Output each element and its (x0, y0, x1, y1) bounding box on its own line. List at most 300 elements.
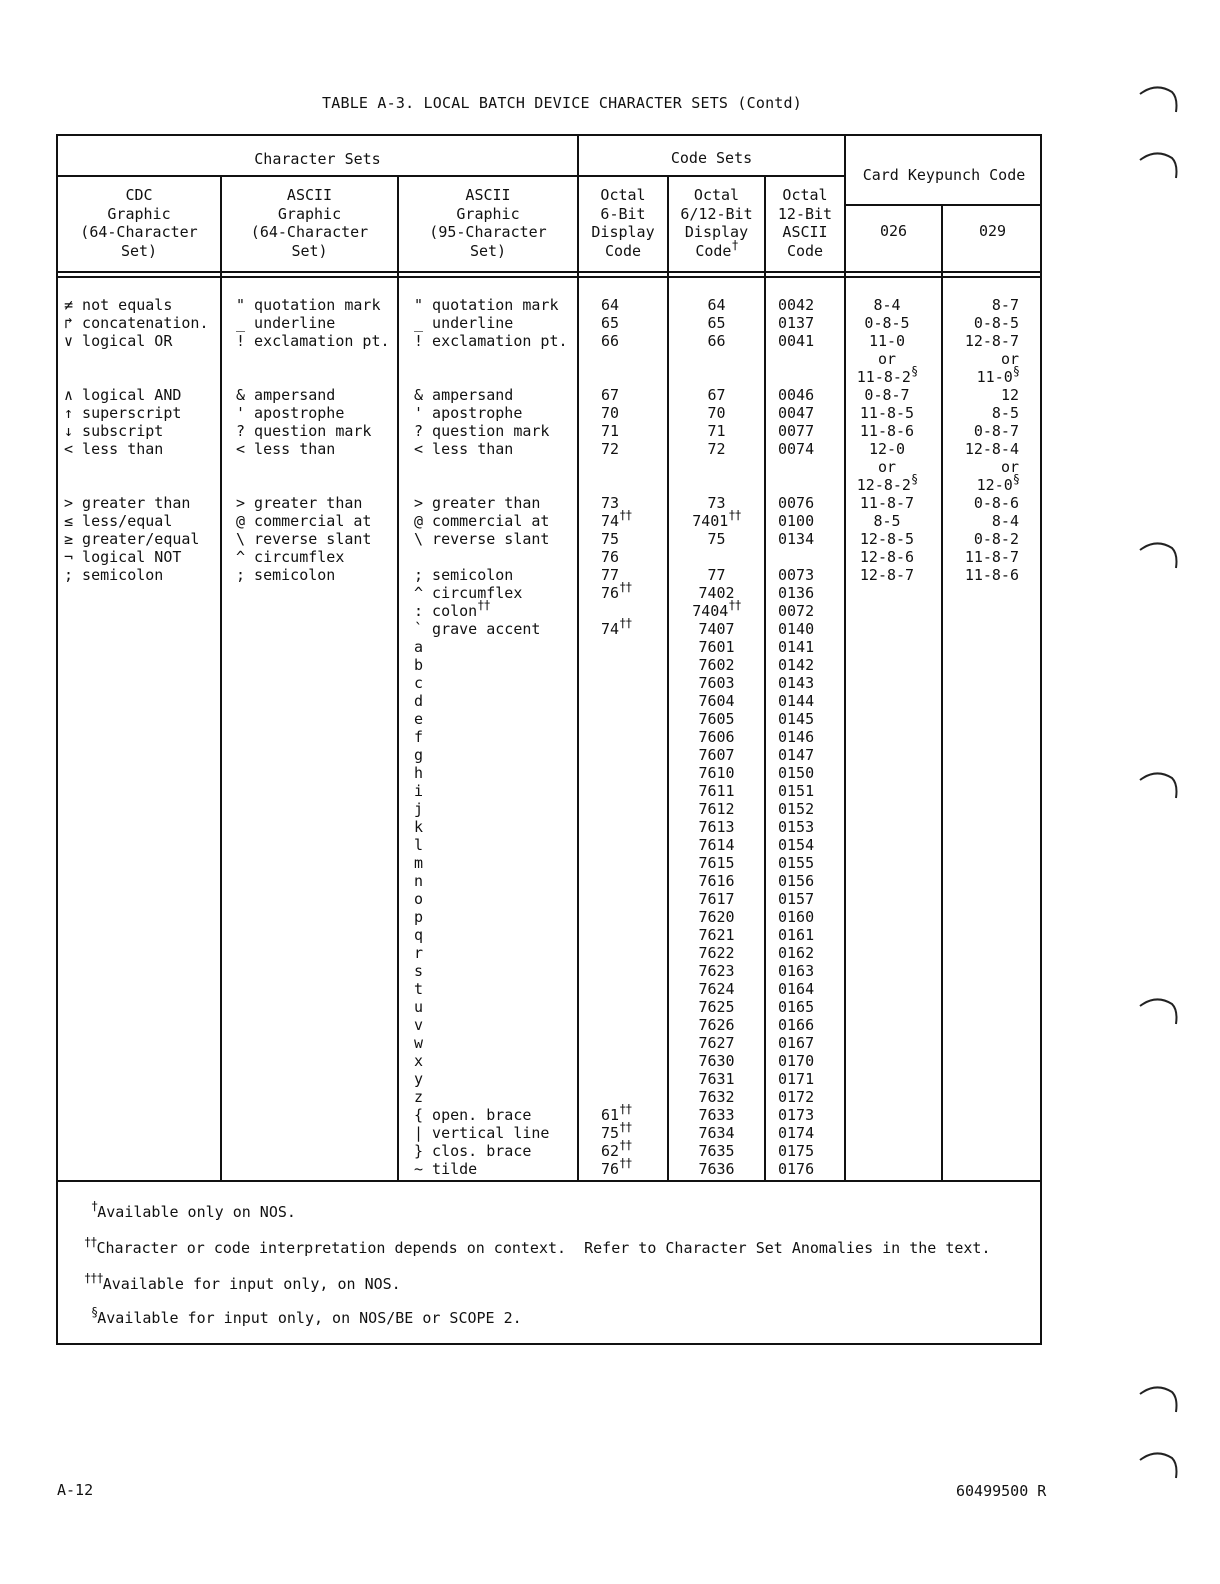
octal-6bit-cell (601, 764, 667, 782)
octal-612bit-cell: 7611 (698, 782, 735, 800)
cdc-graphic-cell (64, 368, 220, 386)
octal-12bit-cell: 0137 (778, 314, 815, 332)
octal-612bit-cell: 67 (707, 386, 726, 404)
octal-12bit-cell: 0171 (778, 1070, 815, 1088)
cdc-graphic-cell: ≠ not equals (64, 296, 173, 314)
keypunch-029-cell: 8-5 (991, 404, 1019, 422)
octal-12bit-cell: 0166 (778, 1016, 815, 1034)
ascii95-graphic-cell (414, 368, 576, 386)
octal-6bit-cell: 76 (601, 548, 620, 566)
octal-612bit-cell (669, 458, 764, 476)
octal-6bit-cell (601, 602, 667, 620)
octal-12bit-cell: 0174 (778, 1124, 815, 1142)
ascii95-graphic-cell: h (414, 764, 424, 782)
octal-6bit-cell: 75 (601, 530, 620, 548)
octal-12bit-cell: 0141 (778, 638, 815, 656)
binder-hole-mark (1136, 80, 1184, 122)
octal-12bit-cell: 0155 (778, 854, 815, 872)
ascii64-graphic-cell: > greater than (236, 494, 363, 512)
footnote-mark: †† (619, 1156, 632, 1170)
ascii64-graphic-cell (236, 458, 396, 476)
octal-12bit-cell: 0073 (778, 566, 815, 584)
octal-6bit-cell (601, 944, 667, 962)
ascii64-graphic-cell: @ commercial at (236, 512, 372, 530)
ascii95-graphic-cell: ; semicolon (414, 566, 514, 584)
header-card-keypunch: Card Keypunch Code (862, 166, 1026, 184)
keypunch-029-cell: 12 (1000, 386, 1019, 404)
footnote-mark: § (1012, 364, 1019, 378)
ascii95-graphic-cell: o (414, 890, 424, 908)
octal-6bit-cell (601, 980, 667, 998)
octal-6bit-cell: 65 (601, 314, 620, 332)
keypunch-029-cell: or (1000, 350, 1019, 368)
keypunch-029-cell: 12-8-4 (964, 440, 1019, 458)
ascii64-graphic-cell: ! exclamation pt. (236, 332, 390, 350)
octal-6bit-cell (601, 854, 667, 872)
binder-hole-mark (1136, 766, 1184, 808)
octal-12bit-cell: 0172 (778, 1088, 815, 1106)
keypunch-026-cell: 12-8-5 (859, 530, 915, 548)
octal-12bit-cell (778, 458, 844, 476)
octal-12bit-cell: 0147 (778, 746, 815, 764)
octal-12bit-cell: 0145 (778, 710, 815, 728)
ascii64-graphic-cell (236, 476, 396, 494)
octal-6bit-cell (601, 728, 667, 746)
keypunch-029-cell: 0-8-5 (973, 314, 1019, 332)
octal-12bit-cell: 0163 (778, 962, 815, 980)
octal-12bit-cell: 0140 (778, 620, 815, 638)
octal-6bit-cell: 74†† (601, 508, 632, 530)
footnote-4: §Available for input only, on NOS/BE or SCOPE 2. (91, 1305, 522, 1327)
ascii95-graphic-cell: p (414, 908, 424, 926)
octal-612bit-cell: 7604 (698, 692, 735, 710)
octal-612bit-cell: 7603 (698, 674, 735, 692)
ascii95-graphic-cell: @ commercial at (414, 512, 550, 530)
octal-6bit-cell (601, 998, 667, 1016)
keypunch-026-cell: 11-8-2§ (856, 364, 918, 386)
octal-12bit-cell (778, 368, 844, 386)
octal-12bit-cell: 0160 (778, 908, 815, 926)
ascii95-graphic-cell: i (414, 782, 424, 800)
octal-12bit-cell: 0156 (778, 872, 815, 890)
octal-12bit-cell: 0074 (778, 440, 815, 458)
ascii95-graphic-cell: ' apostrophe (414, 404, 523, 422)
octal-12bit-cell: 0157 (778, 890, 815, 908)
octal-6bit-cell: 62†† (601, 1138, 632, 1160)
octal-6bit-cell: 64 (601, 296, 620, 314)
ascii95-graphic-cell: { open. brace (414, 1106, 532, 1124)
octal-12bit-cell (778, 476, 844, 494)
col-divider-1 (220, 175, 222, 1180)
octal-612bit-cell: 7632 (698, 1088, 735, 1106)
octal-12bit-cell: 0167 (778, 1034, 815, 1052)
cdc-graphic-cell: > greater than (64, 494, 191, 512)
octal-612bit-cell: 7623 (698, 962, 735, 980)
octal-6bit-cell (601, 908, 667, 926)
ascii95-graphic-cell: & ampersand (414, 386, 514, 404)
ascii95-graphic-cell: l (414, 836, 424, 854)
octal-612bit-cell: 7607 (698, 746, 735, 764)
octal-612bit-cell: 72 (707, 440, 726, 458)
octal-6bit-cell (601, 872, 667, 890)
octal-6bit-cell (601, 1088, 667, 1106)
cdc-graphic-cell: ≤ less/equal (64, 512, 173, 530)
header-029: 029 (978, 222, 1007, 240)
header-octal-612bit: Octal 6/12-Bit Display Code† (680, 186, 753, 260)
ascii95-graphic-cell: t (414, 980, 424, 998)
octal-6bit-cell: 66 (601, 332, 620, 350)
octal-12bit-cell (778, 350, 844, 368)
octal-6bit-cell (601, 818, 667, 836)
ascii95-graphic-cell: n (414, 872, 424, 890)
ascii95-graphic-cell: x (414, 1052, 424, 1070)
keypunch-029-cell: 8-4 (991, 512, 1019, 530)
header-cdc-graphic: CDC Graphic (64-Character Set) (80, 186, 198, 260)
octal-6bit-cell: 67 (601, 386, 620, 404)
ascii64-graphic-cell: ? question mark (236, 422, 372, 440)
ascii95-graphic-cell: ` grave accent (414, 620, 541, 638)
footnote-mark: †† (728, 598, 741, 612)
binder-hole-mark (1136, 1380, 1184, 1422)
keypunch-026-cell: 11-0 (868, 332, 906, 350)
octal-12bit-cell: 0175 (778, 1142, 815, 1160)
ascii64-graphic-cell: _ underline (236, 314, 336, 332)
keypunch-026-cell: 11-8-7 (859, 494, 915, 512)
keypunch-026-cell: 12-0 (868, 440, 906, 458)
footnote-mark: †† (619, 508, 632, 522)
keypunch-029-cell: or (1000, 458, 1019, 476)
ascii95-graphic-cell: v (414, 1016, 424, 1034)
keypunch-026-cell: 12-8-2§ (856, 472, 918, 494)
ascii64-graphic-cell: ' apostrophe (236, 404, 345, 422)
octal-612bit-cell: 7617 (698, 890, 735, 908)
octal-12bit-cell: 0162 (778, 944, 815, 962)
octal-12bit-cell: 0152 (778, 800, 815, 818)
ascii95-graphic-cell: u (414, 998, 424, 1016)
ascii95-graphic-cell: e (414, 710, 424, 728)
octal-12bit-cell: 0042 (778, 296, 815, 314)
cdc-graphic-cell: ∧ logical AND (64, 386, 182, 404)
cdc-graphic-cell: ¬ logical NOT (64, 548, 182, 566)
octal-612bit-cell: 7630 (698, 1052, 735, 1070)
keypunch-029-cell: 11-8-6 (964, 566, 1019, 584)
ascii95-graphic-cell: b (414, 656, 424, 674)
keypunch-026-cell: 12-8-7 (859, 566, 915, 584)
octal-6bit-cell (601, 1070, 667, 1088)
column-keypunch-029 (943, 296, 1019, 584)
ascii95-graphic-cell (414, 548, 576, 566)
octal-612bit-cell: 7613 (698, 818, 735, 836)
octal-6bit-cell: 72 (601, 440, 620, 458)
octal-6bit-cell (601, 836, 667, 854)
octal-12bit-cell: 0150 (778, 764, 815, 782)
ascii95-graphic-cell: > greater than (414, 494, 541, 512)
keypunch-029-cell: 0-8-6 (973, 494, 1019, 512)
binder-hole-mark (1136, 1446, 1184, 1488)
octal-612bit-cell: 7631 (698, 1070, 735, 1088)
keypunch-029-cell: 0-8-2 (973, 530, 1019, 548)
octal-6bit-cell: 74†† (601, 616, 632, 638)
keypunch-026-cell: 8-5 (873, 512, 901, 530)
ascii95-graphic-cell: a (414, 638, 424, 656)
header-026: 026 (879, 222, 908, 240)
keypunch-026-cell: 8-4 (873, 296, 901, 314)
octal-6bit-cell: 73 (601, 494, 620, 512)
octal-12bit-cell: 0176 (778, 1160, 815, 1178)
keypunch-026-cell: or (877, 350, 897, 368)
octal-12bit-cell: 0146 (778, 728, 815, 746)
keypunch-029-cell: 0-8-7 (973, 422, 1019, 440)
octal-612bit-cell: 7625 (698, 998, 735, 1016)
octal-612bit-cell: 7610 (698, 764, 735, 782)
ascii95-graphic-cell: c (414, 674, 424, 692)
keypunch-026-cell: 0-8-7 (864, 386, 910, 404)
ascii95-graphic-cell: s (414, 962, 424, 980)
octal-12bit-cell: 0164 (778, 980, 815, 998)
octal-612bit-cell: 7616 (698, 872, 735, 890)
ascii95-graphic-cell: k (414, 818, 424, 836)
ascii95-graphic-cell: m (414, 854, 424, 872)
binder-hole-mark (1136, 146, 1184, 188)
octal-12bit-cell: 0076 (778, 494, 815, 512)
header-character-sets: Character Sets (254, 150, 381, 168)
octal-6bit-cell (601, 368, 667, 386)
octal-612bit-cell: 73 (707, 494, 726, 512)
octal-6bit-cell (601, 710, 667, 728)
octal-612bit-cell: 7622 (698, 944, 735, 962)
ascii95-graphic-cell (414, 458, 576, 476)
ascii95-graphic-cell: | vertical line (414, 1124, 550, 1142)
octal-6bit-cell: 70 (601, 404, 620, 422)
ascii64-graphic-cell: & ampersand (236, 386, 336, 404)
octal-12bit-cell (778, 548, 844, 566)
octal-612bit-cell: 75 (707, 530, 726, 548)
octal-612bit-cell: 7407 (698, 620, 735, 638)
keypunch-026-cell: or (877, 458, 897, 476)
octal-6bit-cell (601, 962, 667, 980)
cdc-graphic-cell: ↱ concatenation. (64, 314, 209, 332)
octal-12bit-cell: 0165 (778, 998, 815, 1016)
octal-12bit-cell: 0151 (778, 782, 815, 800)
keypunch-029-cell: 8-7 (991, 296, 1019, 314)
ascii95-graphic-cell: < less than (414, 440, 514, 458)
cdc-graphic-cell: ≥ greater/equal (64, 530, 200, 548)
ascii95-graphic-cell: ! exclamation pt. (414, 332, 568, 350)
octal-612bit-cell: 7621 (698, 926, 735, 944)
keypunch-026-cell: 11-8-5 (859, 404, 915, 422)
column-keypunch-026 (846, 296, 928, 584)
ascii95-graphic-cell: r (414, 944, 424, 962)
ascii95-graphic-cell: q (414, 926, 424, 944)
ascii64-graphic-cell: \ reverse slant (236, 530, 372, 548)
octal-612bit-cell: 7404†† (692, 598, 741, 620)
ascii64-graphic-cell: ; semicolon (236, 566, 336, 584)
header-code-sets: Code Sets (670, 149, 753, 167)
octal-6bit-cell (601, 458, 667, 476)
ascii95-graphic-cell: ^ circumflex (414, 584, 523, 602)
octal-612bit-cell: 7605 (698, 710, 735, 728)
octal-6bit-cell (601, 1016, 667, 1034)
column-octal-12bit (778, 296, 844, 1178)
octal-12bit-cell: 0047 (778, 404, 815, 422)
document-id: 60499500 R (956, 1482, 1047, 1500)
ascii95-graphic-cell (414, 350, 576, 368)
ascii95-graphic-cell: : colon†† (414, 598, 490, 620)
octal-612bit-cell: 7601 (698, 638, 735, 656)
keypunch-026-cell: 12-8-6 (859, 548, 915, 566)
keypunch-026-cell: 11-8-6 (859, 422, 915, 440)
cdc-graphic-cell: ↓ subscript (64, 422, 164, 440)
column-cdc-graphic (64, 296, 220, 584)
octal-6bit-cell (601, 476, 667, 494)
footnote-mark: †† (619, 1120, 632, 1134)
keypunch-029-cell: 11-0§ (976, 364, 1019, 386)
octal-6bit-cell: 77 (601, 566, 620, 584)
octal-612bit-cell: 77 (707, 566, 726, 584)
octal-6bit-cell (601, 1052, 667, 1070)
octal-6bit-cell (601, 800, 667, 818)
rule-header-bottom-2 (56, 276, 1042, 278)
col-divider-3 (577, 134, 579, 1180)
octal-6bit-cell (601, 656, 667, 674)
octal-12bit-cell: 0136 (778, 584, 815, 602)
ascii95-graphic-cell: z (414, 1088, 424, 1106)
table-title: TABLE A-3. LOCAL BATCH DEVICE CHARACTER SETS (Contd) (322, 94, 802, 112)
footnote-mark: †† (619, 616, 632, 630)
octal-12bit-cell: 0153 (778, 818, 815, 836)
footnote-1: †Available only on NOS. (91, 1199, 296, 1221)
footnote-mark: †† (619, 1102, 632, 1116)
octal-12bit-cell: 0161 (778, 926, 815, 944)
octal-612bit-cell: 7602 (698, 656, 735, 674)
cdc-graphic-cell (64, 476, 220, 494)
octal-6bit-cell: 71 (601, 422, 620, 440)
keypunch-029-cell: 11-8-7 (964, 548, 1019, 566)
octal-612bit-cell: 70 (707, 404, 726, 422)
footnote-mark: †† (619, 580, 632, 594)
column-ascii95-graphic (414, 296, 576, 1178)
octal-6bit-cell (601, 890, 667, 908)
octal-612bit-cell: 66 (707, 332, 726, 350)
octal-12bit-cell: 0077 (778, 422, 815, 440)
page-number: A-12 (57, 1481, 94, 1499)
keypunch-026-cell: 0-8-5 (864, 314, 910, 332)
ascii64-graphic-cell: " quotation mark (236, 296, 381, 314)
rule-footnote-top (56, 1180, 1042, 1182)
binder-hole-mark (1136, 992, 1184, 1034)
dagger-mark: † (731, 237, 738, 252)
octal-612bit-cell: 7626 (698, 1016, 735, 1034)
octal-612bit-cell (669, 548, 764, 566)
col-divider-6 (844, 134, 846, 1180)
octal-612bit-cell: 7635 (698, 1142, 735, 1160)
rule-keypunch-header (844, 204, 1042, 206)
footnote-mark: § (1012, 472, 1019, 486)
octal-612bit-cell: 7606 (698, 728, 735, 746)
footnote-mark: †† (619, 1138, 632, 1152)
ascii95-graphic-cell: } clos. brace (414, 1142, 532, 1160)
footnote-mark: †† (477, 598, 490, 612)
rule-group-header (56, 175, 844, 177)
octal-612bit-cell: 7620 (698, 908, 735, 926)
keypunch-029-cell: 12-0§ (976, 472, 1019, 494)
octal-6bit-cell (601, 746, 667, 764)
octal-612bit-cell: 64 (707, 296, 726, 314)
octal-612bit-cell: 7402 (698, 584, 735, 602)
octal-12bit-cell: 0072 (778, 602, 815, 620)
cdc-graphic-cell: ; semicolon (64, 566, 164, 584)
ascii64-graphic-cell: ^ circumflex (236, 548, 345, 566)
octal-6bit-cell (601, 674, 667, 692)
octal-6bit-cell (601, 926, 667, 944)
column-octal-612bit (669, 296, 764, 1178)
cdc-graphic-cell: < less than (64, 440, 164, 458)
octal-12bit-cell: 0143 (778, 674, 815, 692)
header-ascii64-graphic: ASCII Graphic (64-Character Set) (250, 186, 369, 260)
ascii64-graphic-cell (236, 350, 396, 368)
column-octal-6bit (601, 296, 667, 1178)
col-divider-5 (764, 175, 766, 1180)
footnote-2: ††Character or code interpretation depends on context. Refer to Character Set Anomalies in the text. (84, 1235, 991, 1257)
footnote-mark: § (910, 364, 918, 378)
octal-6bit-cell (601, 692, 667, 710)
header-octal-6bit: Octal 6-Bit Display Code (591, 186, 655, 260)
ascii95-graphic-cell (414, 476, 576, 494)
ascii64-graphic-cell: < less than (236, 440, 336, 458)
octal-612bit-cell: 65 (707, 314, 726, 332)
octal-12bit-cell: 0170 (778, 1052, 815, 1070)
octal-12bit-cell: 0144 (778, 692, 815, 710)
rule-header-bottom-1 (56, 271, 1042, 273)
octal-12bit-cell: 0173 (778, 1106, 815, 1124)
binder-hole-mark (1136, 536, 1184, 578)
octal-612bit-cell (669, 368, 764, 386)
ascii95-graphic-cell: \ reverse slant (414, 530, 550, 548)
octal-612bit-cell: 7634 (698, 1124, 735, 1142)
octal-12bit-cell: 0046 (778, 386, 815, 404)
column-ascii64-graphic (236, 296, 396, 584)
octal-6bit-cell: 61†† (601, 1102, 632, 1124)
octal-612bit-cell: 7615 (698, 854, 735, 872)
octal-612bit-cell (669, 350, 764, 368)
octal-612bit-cell: 7614 (698, 836, 735, 854)
octal-6bit-cell (601, 1034, 667, 1052)
ascii95-graphic-cell: d (414, 692, 424, 710)
octal-12bit-cell: 0142 (778, 656, 815, 674)
ascii95-graphic-cell: g (414, 746, 424, 764)
octal-6bit-cell: 76†† (601, 1156, 632, 1178)
octal-12bit-cell: 0100 (778, 512, 815, 530)
ascii64-graphic-cell (236, 368, 396, 386)
octal-612bit-cell: 71 (707, 422, 726, 440)
octal-612bit-cell: 7624 (698, 980, 735, 998)
octal-612bit-cell: 7401†† (692, 508, 741, 530)
octal-6bit-cell (601, 638, 667, 656)
cdc-graphic-cell (64, 458, 220, 476)
octal-612bit-cell: 7633 (698, 1106, 735, 1124)
header-octal-12bit: Octal 12-Bit ASCII Code (777, 186, 833, 260)
header-ascii95-graphic: ASCII Graphic (95-Character Set) (429, 186, 547, 260)
ascii95-graphic-cell: " quotation mark (414, 296, 559, 314)
cdc-graphic-cell: ↑ superscript (64, 404, 182, 422)
octal-12bit-cell: 0041 (778, 332, 815, 350)
ascii95-graphic-cell: _ underline (414, 314, 514, 332)
octal-6bit-cell: 75†† (601, 1120, 632, 1142)
keypunch-029-cell: 12-8-7 (964, 332, 1019, 350)
ascii95-graphic-cell: f (414, 728, 424, 746)
octal-612bit-cell (669, 476, 764, 494)
ascii95-graphic-cell: w (414, 1034, 424, 1052)
